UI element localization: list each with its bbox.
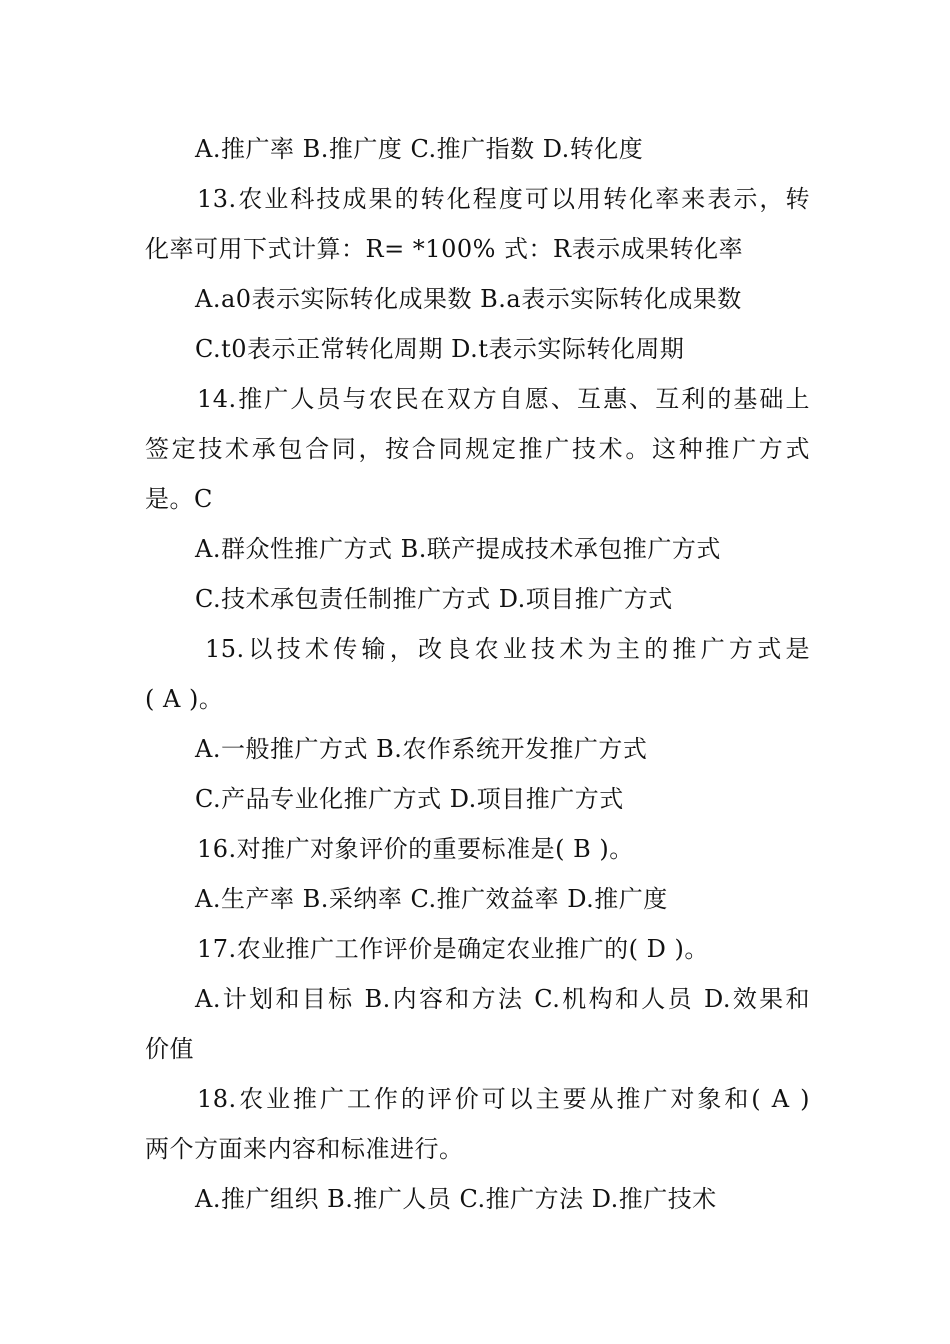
q13-options-ab: A.a0表示实际转化成果数 B.a表示实际转化成果数 (195, 285, 742, 313)
q13-question-line-2: 化率可用下式计算：R= *100% 式：R表示成果转化率 (145, 235, 744, 263)
q14-options-ab: A.群众性推广方式 B.联产提成技术承包推广方式 (195, 535, 721, 563)
q15-options-cd: C.产品专业化推广方式 D.项目推广方式 (195, 785, 624, 813)
q14-question-line-2: 签定技术承包合同，按合同规定推广技术。这种推广方式 (145, 435, 810, 463)
q17-question: 17.农业推广工作评价是确定农业推广的( D )。 (197, 935, 709, 963)
q16-question: 16.对推广对象评价的重要标准是( B )。 (197, 835, 634, 863)
q18-question-line-1: 18.农业推广工作的评价可以主要从推广对象和( A ) (197, 1085, 810, 1113)
q15-options-ab: A.一般推广方式 B.农作系统开发推广方式 (195, 735, 648, 763)
q14-question-line-3: 是。C (145, 485, 213, 513)
q14-options-cd: C.技术承包责任制推广方式 D.项目推广方式 (195, 585, 673, 613)
q12-options: A.推广率 B.推广度 C.推广指数 D.转化度 (195, 135, 644, 163)
q18-question-line-2: 两个方面来内容和标准进行。 (145, 1135, 464, 1163)
q16-options: A.生产率 B.采纳率 C.推广效益率 D.推广度 (195, 885, 668, 913)
q13-options-cd: C.t0表示正常转化周期 D.t表示实际转化周期 (195, 335, 685, 363)
q15-question-line-1: 15.以技术传输，改良农业技术为主的推广方式是 (205, 635, 810, 663)
q17-options-line-1: A.计划和目标 B.内容和方法 C.机构和人员 D.效果和 (195, 985, 810, 1013)
q14-question-line-1: 14.推广人员与农民在双方自愿、互惠、互利的基础上 (197, 385, 810, 413)
q17-options-line-2: 价值 (145, 1035, 194, 1063)
q18-options: A.推广组织 B.推广人员 C.推广方法 D.推广技术 (195, 1185, 717, 1213)
q15-question-line-2: ( A )。 (145, 685, 224, 713)
q13-question-line-1: 13.农业科技成果的转化程度可以用转化率来表示，转 (197, 185, 810, 213)
